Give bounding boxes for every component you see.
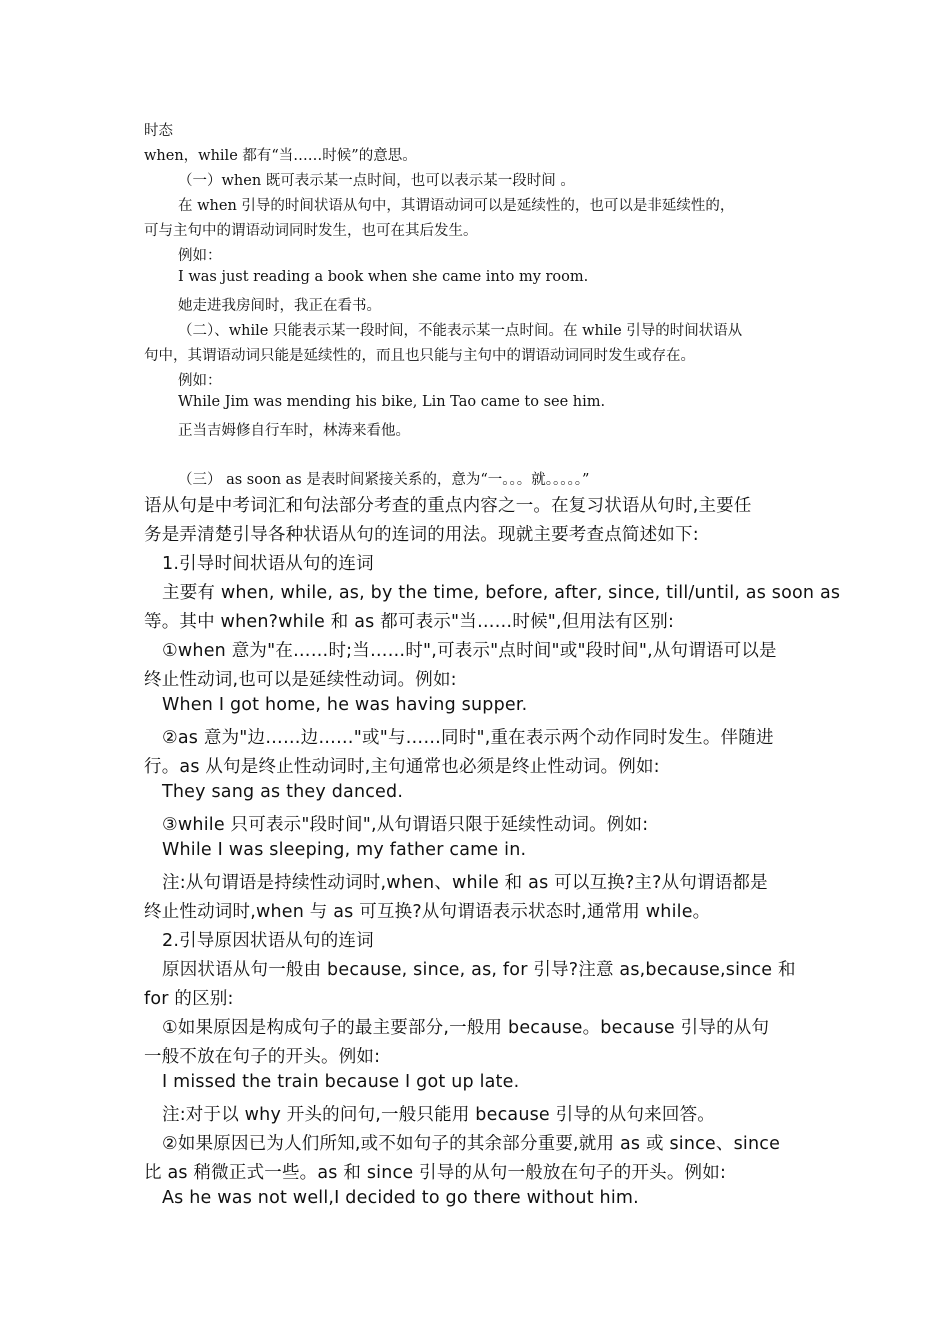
text-line: 例如：: [178, 373, 222, 389]
text-line: when，while 都有“当……时候”的意思。: [144, 148, 417, 164]
text-line: 一般不放在句子的开头。例如:: [144, 1047, 381, 1067]
text-line: ②如果原因已为人们所知,或不如句子的其余部分重要,就用 as 或 since、since: [162, 1134, 781, 1154]
example-sentence: While I was sleeping, my father came in.: [162, 840, 527, 860]
example-translation: 她走进我房间时，我正在看书。: [178, 298, 381, 314]
text-line: for 的区别:: [144, 989, 234, 1009]
note-line: 注:从句谓语是持续性动词时,when、while 和 as 可以互换?主?从句谓语都是: [162, 873, 768, 893]
example-sentence: I missed the train because I got up late.: [162, 1072, 520, 1092]
example-sentence: As he was not well,I decided to go there without him.: [162, 1188, 639, 1208]
text-line: 终止性动词,也可以是延续性动词。例如:: [144, 670, 457, 690]
text-line: 等。其中 when?while 和 as 都可表示"当……时候",但用法有区别:: [144, 612, 675, 632]
text-line: ①如果原因是构成句子的最主要部分,一般用 because。because 引导的从句: [162, 1018, 770, 1038]
text-line: 比 as 稍微正式一些。as 和 since 引导的从句一般放在句子的开头。例如:: [144, 1163, 727, 1183]
note-line: 终止性动词时,when 与 as 可互换?从句谓语表示状态时,通常用 while。: [144, 902, 711, 922]
example-sentence: They sang as they danced.: [162, 782, 404, 802]
text-line: 句中，其谓语动词只能是延续性的，而且也只能与主句中的谓语动词同时发生或存在。: [144, 348, 695, 364]
text-line: ②as 意为"边……边……"或"与……同时",重在表示两个动作同时发生。伴随进: [162, 728, 774, 748]
example-sentence: I was just reading a book when she came into my room.: [178, 269, 589, 285]
text-line: （一）when 既可表示某一点时间，也可以表示某一段时间 。: [178, 173, 575, 189]
text-line: 可与主句中的谓语动词同时发生，也可在其后发生。: [144, 223, 478, 239]
example-translation: 正当吉姆修自行车时，林涛来看他。: [178, 423, 410, 439]
text-line: ③while 只可表示"段时间",从句谓语只限于延续性动词。例如:: [162, 815, 649, 835]
text-line: 例如：: [178, 248, 222, 264]
text-line: （三） as soon as 是表时间紧接关系的，意为“一。。。就。。。。。”: [178, 472, 590, 488]
text-line: 原因状语从句一般由 because, since, as, for 引导?注意 as,because,since 和: [162, 960, 796, 980]
text-line: ①when 意为"在……时;当……时",可表示"点时间"或"段时间",从句谓语可以是: [162, 641, 777, 661]
text-line: 主要有 when, while, as, by the time, before, after, since, till/until, as soon as: [162, 583, 841, 603]
text-line: 行。as 从句是终止性动词时,主句通常也必须是终止性动词。例如:: [144, 757, 660, 777]
example-sentence: When I got home, he was having supper.: [162, 695, 528, 715]
note-line: 注:对于以 why 开头的问句,一般只能用 because 引导的从句来回答。: [162, 1105, 715, 1125]
example-sentence: While Jim was mending his bike, Lin Tao came to see him.: [178, 394, 606, 410]
section-heading: 时态: [144, 123, 173, 139]
text-line: 务是弄清楚引导各种状语从句的连词的用法。现就主要考查点简述如下:: [144, 525, 699, 545]
text-line: 在 when 引导的时间状语从句中，其谓语动词可以是延续性的，也可以是非延续性的，: [178, 198, 735, 214]
text-line: （二）、while 只能表示某一段时间，不能表示某一点时间。在 while 引导的时间状语从: [178, 323, 743, 339]
subsection-heading: 1.引导时间状语从句的连词: [162, 554, 374, 574]
text-line: 语从句是中考词汇和句法部分考查的重点内容之一。在复习状语从句时,主要任: [144, 496, 752, 516]
subsection-heading: 2.引导原因状语从句的连词: [162, 931, 374, 951]
